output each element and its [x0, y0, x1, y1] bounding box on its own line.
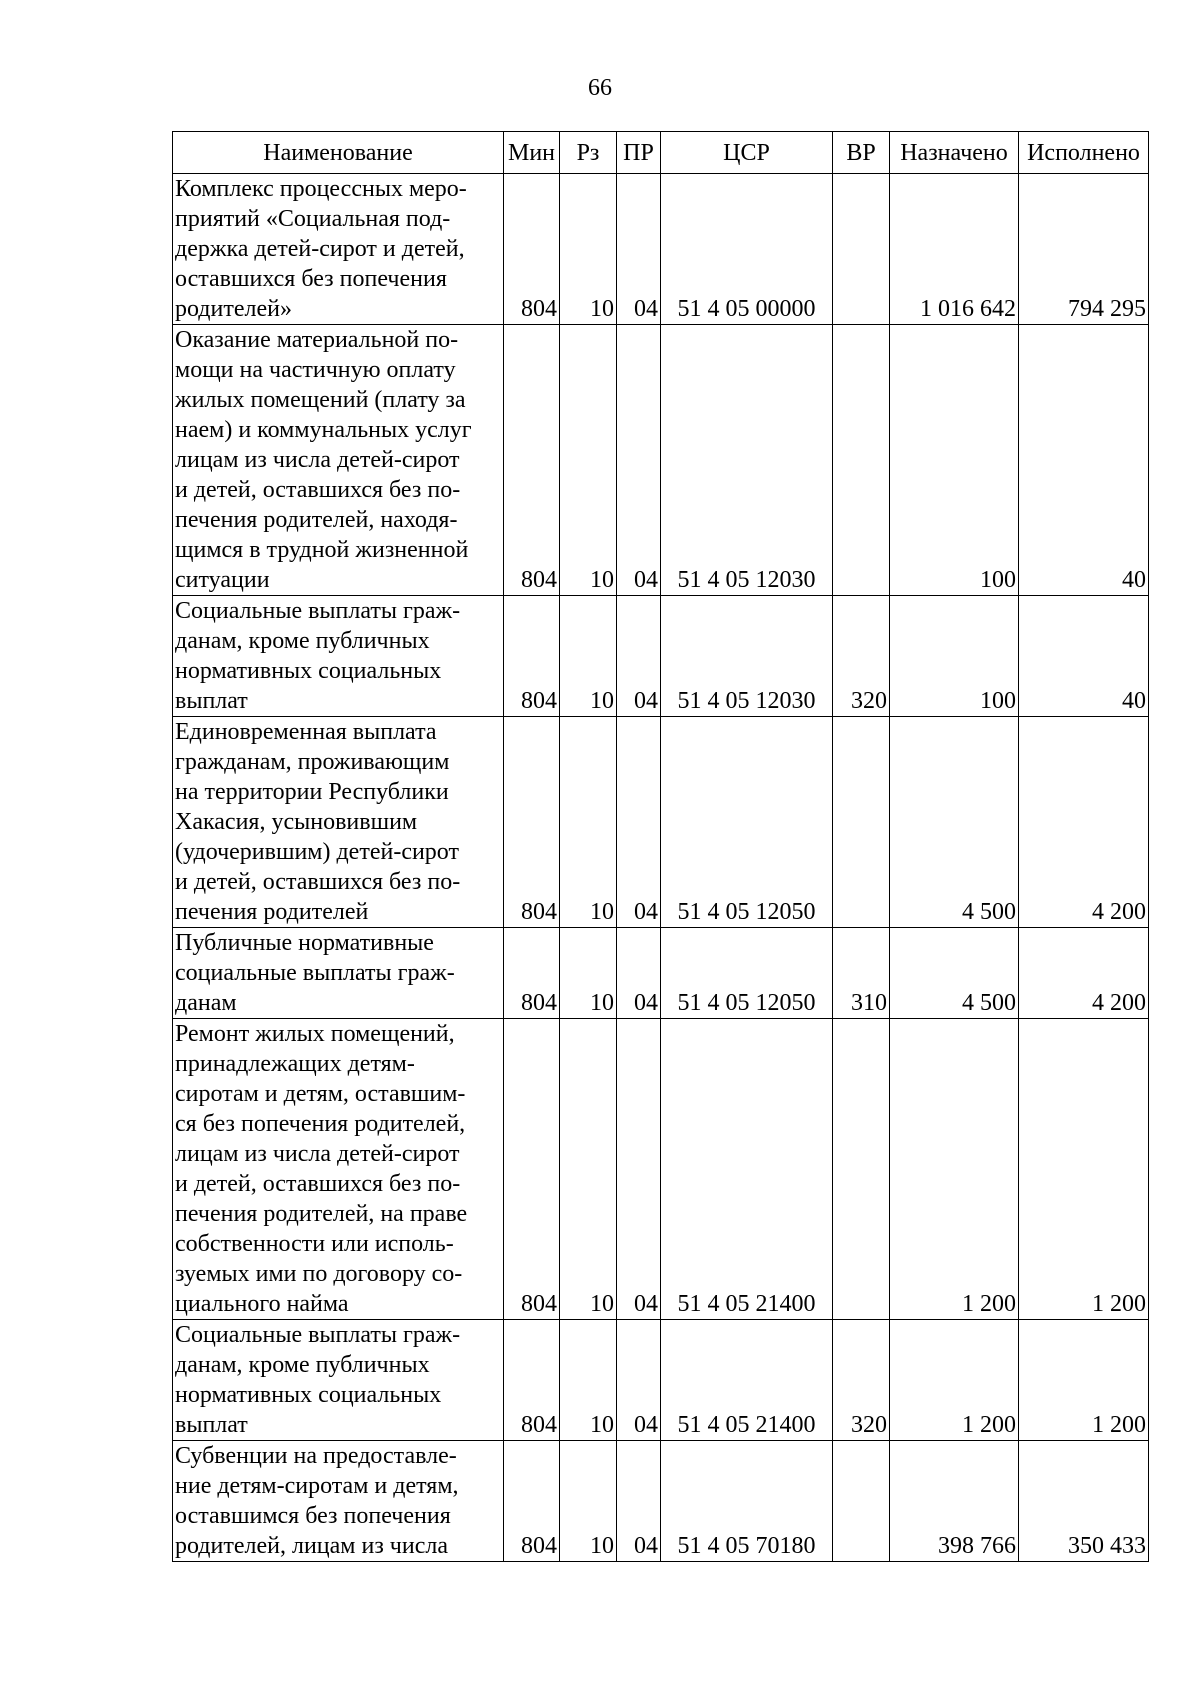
cell-vr [833, 174, 890, 325]
cell-name: Ремонт жилых помещений, принадлежащих детям- сиротам и детям, оставшим- ся без попечения родителей, лицам из числа детей-сирот и детей, оставшихся без по- печения родителей, на праве собственности или исполь- зуемых ими по договору со- циального найма [173, 1019, 504, 1320]
cell-naznacheno: 100 [890, 325, 1019, 596]
cell-min: 804 [504, 1019, 560, 1320]
header-ispolneno: Исполнено [1019, 132, 1149, 174]
cell-rz: 10 [560, 596, 617, 717]
cell-pr: 04 [617, 1441, 661, 1562]
cell-pr: 04 [617, 1320, 661, 1441]
cell-csr: 51 4 05 00000 [661, 174, 833, 325]
cell-vr [833, 325, 890, 596]
table-row [173, 1019, 1149, 1320]
cell-csr: 51 4 05 12050 [661, 928, 833, 1019]
cell-vr: 310 [833, 928, 890, 1019]
cell-ispolneno: 794 295 [1019, 174, 1149, 325]
cell-ispolneno: 4 200 [1019, 928, 1149, 1019]
cell-vr [833, 717, 890, 928]
cell-name: Публичные нормативные социальные выплаты граж- данам [173, 928, 504, 1019]
cell-ispolneno: 1 200 [1019, 1320, 1149, 1441]
page-number: 66 [588, 75, 612, 101]
table-row [173, 717, 1149, 928]
cell-naznacheno: 1 200 [890, 1019, 1019, 1320]
cell-min: 804 [504, 717, 560, 928]
header-rz: Рз [560, 132, 617, 174]
cell-ispolneno: 40 [1019, 596, 1149, 717]
header-vr: ВР [833, 132, 890, 174]
cell-name: Социальные выплаты граж- данам, кроме публичных нормативных социальных выплат [173, 1320, 504, 1441]
cell-pr: 04 [617, 596, 661, 717]
cell-vr [833, 1441, 890, 1562]
header-pr: ПР [617, 132, 661, 174]
cell-min: 804 [504, 1441, 560, 1562]
cell-min: 804 [504, 596, 560, 717]
cell-vr: 320 [833, 1320, 890, 1441]
cell-ispolneno: 4 200 [1019, 717, 1149, 928]
table-row [173, 325, 1149, 596]
cell-pr: 04 [617, 717, 661, 928]
cell-name: Комплекс процессных меро- приятий «Социальная под- держка детей-сирот и детей, оставшихся без попечения родителей» [173, 174, 504, 325]
cell-csr: 51 4 05 12030 [661, 596, 833, 717]
cell-rz: 10 [560, 717, 617, 928]
cell-ispolneno: 350 433 [1019, 1441, 1149, 1562]
cell-pr: 04 [617, 1019, 661, 1320]
cell-pr: 04 [617, 174, 661, 325]
cell-csr: 51 4 05 12030 [661, 325, 833, 596]
table-row [173, 928, 1149, 1019]
cell-name: Социальные выплаты граж- данам, кроме публичных нормативных социальных выплат [173, 596, 504, 717]
cell-name: Единовременная выплата гражданам, проживающим на территории Республики Хакасия, усыновившим (удочерившим) детей-сирот и детей, оставшихся без по- печения родителей [173, 717, 504, 928]
cell-ispolneno: 1 200 [1019, 1019, 1149, 1320]
cell-rz: 10 [560, 1019, 617, 1320]
table-row [173, 596, 1149, 717]
table-row [173, 1441, 1149, 1562]
table-row [173, 1320, 1149, 1441]
cell-name: Субвенции на предоставле- ние детям-сиротам и детям, оставшимся без попечения родителей, лицам из числа [173, 1441, 504, 1562]
cell-pr: 04 [617, 928, 661, 1019]
cell-naznacheno: 4 500 [890, 928, 1019, 1019]
cell-min: 804 [504, 325, 560, 596]
header-min: Мин [504, 132, 560, 174]
cell-rz: 10 [560, 1320, 617, 1441]
cell-pr: 04 [617, 325, 661, 596]
cell-min: 804 [504, 174, 560, 325]
table-row [173, 174, 1149, 325]
cell-rz: 10 [560, 174, 617, 325]
cell-naznacheno: 100 [890, 596, 1019, 717]
cell-vr [833, 1019, 890, 1320]
cell-csr: 51 4 05 21400 [661, 1019, 833, 1320]
cell-ispolneno: 40 [1019, 325, 1149, 596]
table-header-row [173, 132, 1149, 174]
cell-naznacheno: 1 200 [890, 1320, 1019, 1441]
header-name: Наименование [173, 132, 504, 174]
header-naznacheno: Назначено [890, 132, 1019, 174]
header-csr: ЦСР [661, 132, 833, 174]
cell-min: 804 [504, 1320, 560, 1441]
cell-csr: 51 4 05 12050 [661, 717, 833, 928]
cell-rz: 10 [560, 928, 617, 1019]
cell-naznacheno: 4 500 [890, 717, 1019, 928]
budget-table [172, 131, 1149, 1562]
cell-vr: 320 [833, 596, 890, 717]
cell-rz: 10 [560, 1441, 617, 1562]
cell-min: 804 [504, 928, 560, 1019]
cell-rz: 10 [560, 325, 617, 596]
cell-naznacheno: 398 766 [890, 1441, 1019, 1562]
cell-naznacheno: 1 016 642 [890, 174, 1019, 325]
cell-csr: 51 4 05 70180 [661, 1441, 833, 1562]
cell-name: Оказание материальной по- мощи на частичную оплату жилых помещений (плату за наем) и коммунальных услуг лицам из числа детей-сирот и детей, оставшихся без по- печения родителей, находя- щимся в трудной жизненной ситуации [173, 325, 504, 596]
cell-csr: 51 4 05 21400 [661, 1320, 833, 1441]
